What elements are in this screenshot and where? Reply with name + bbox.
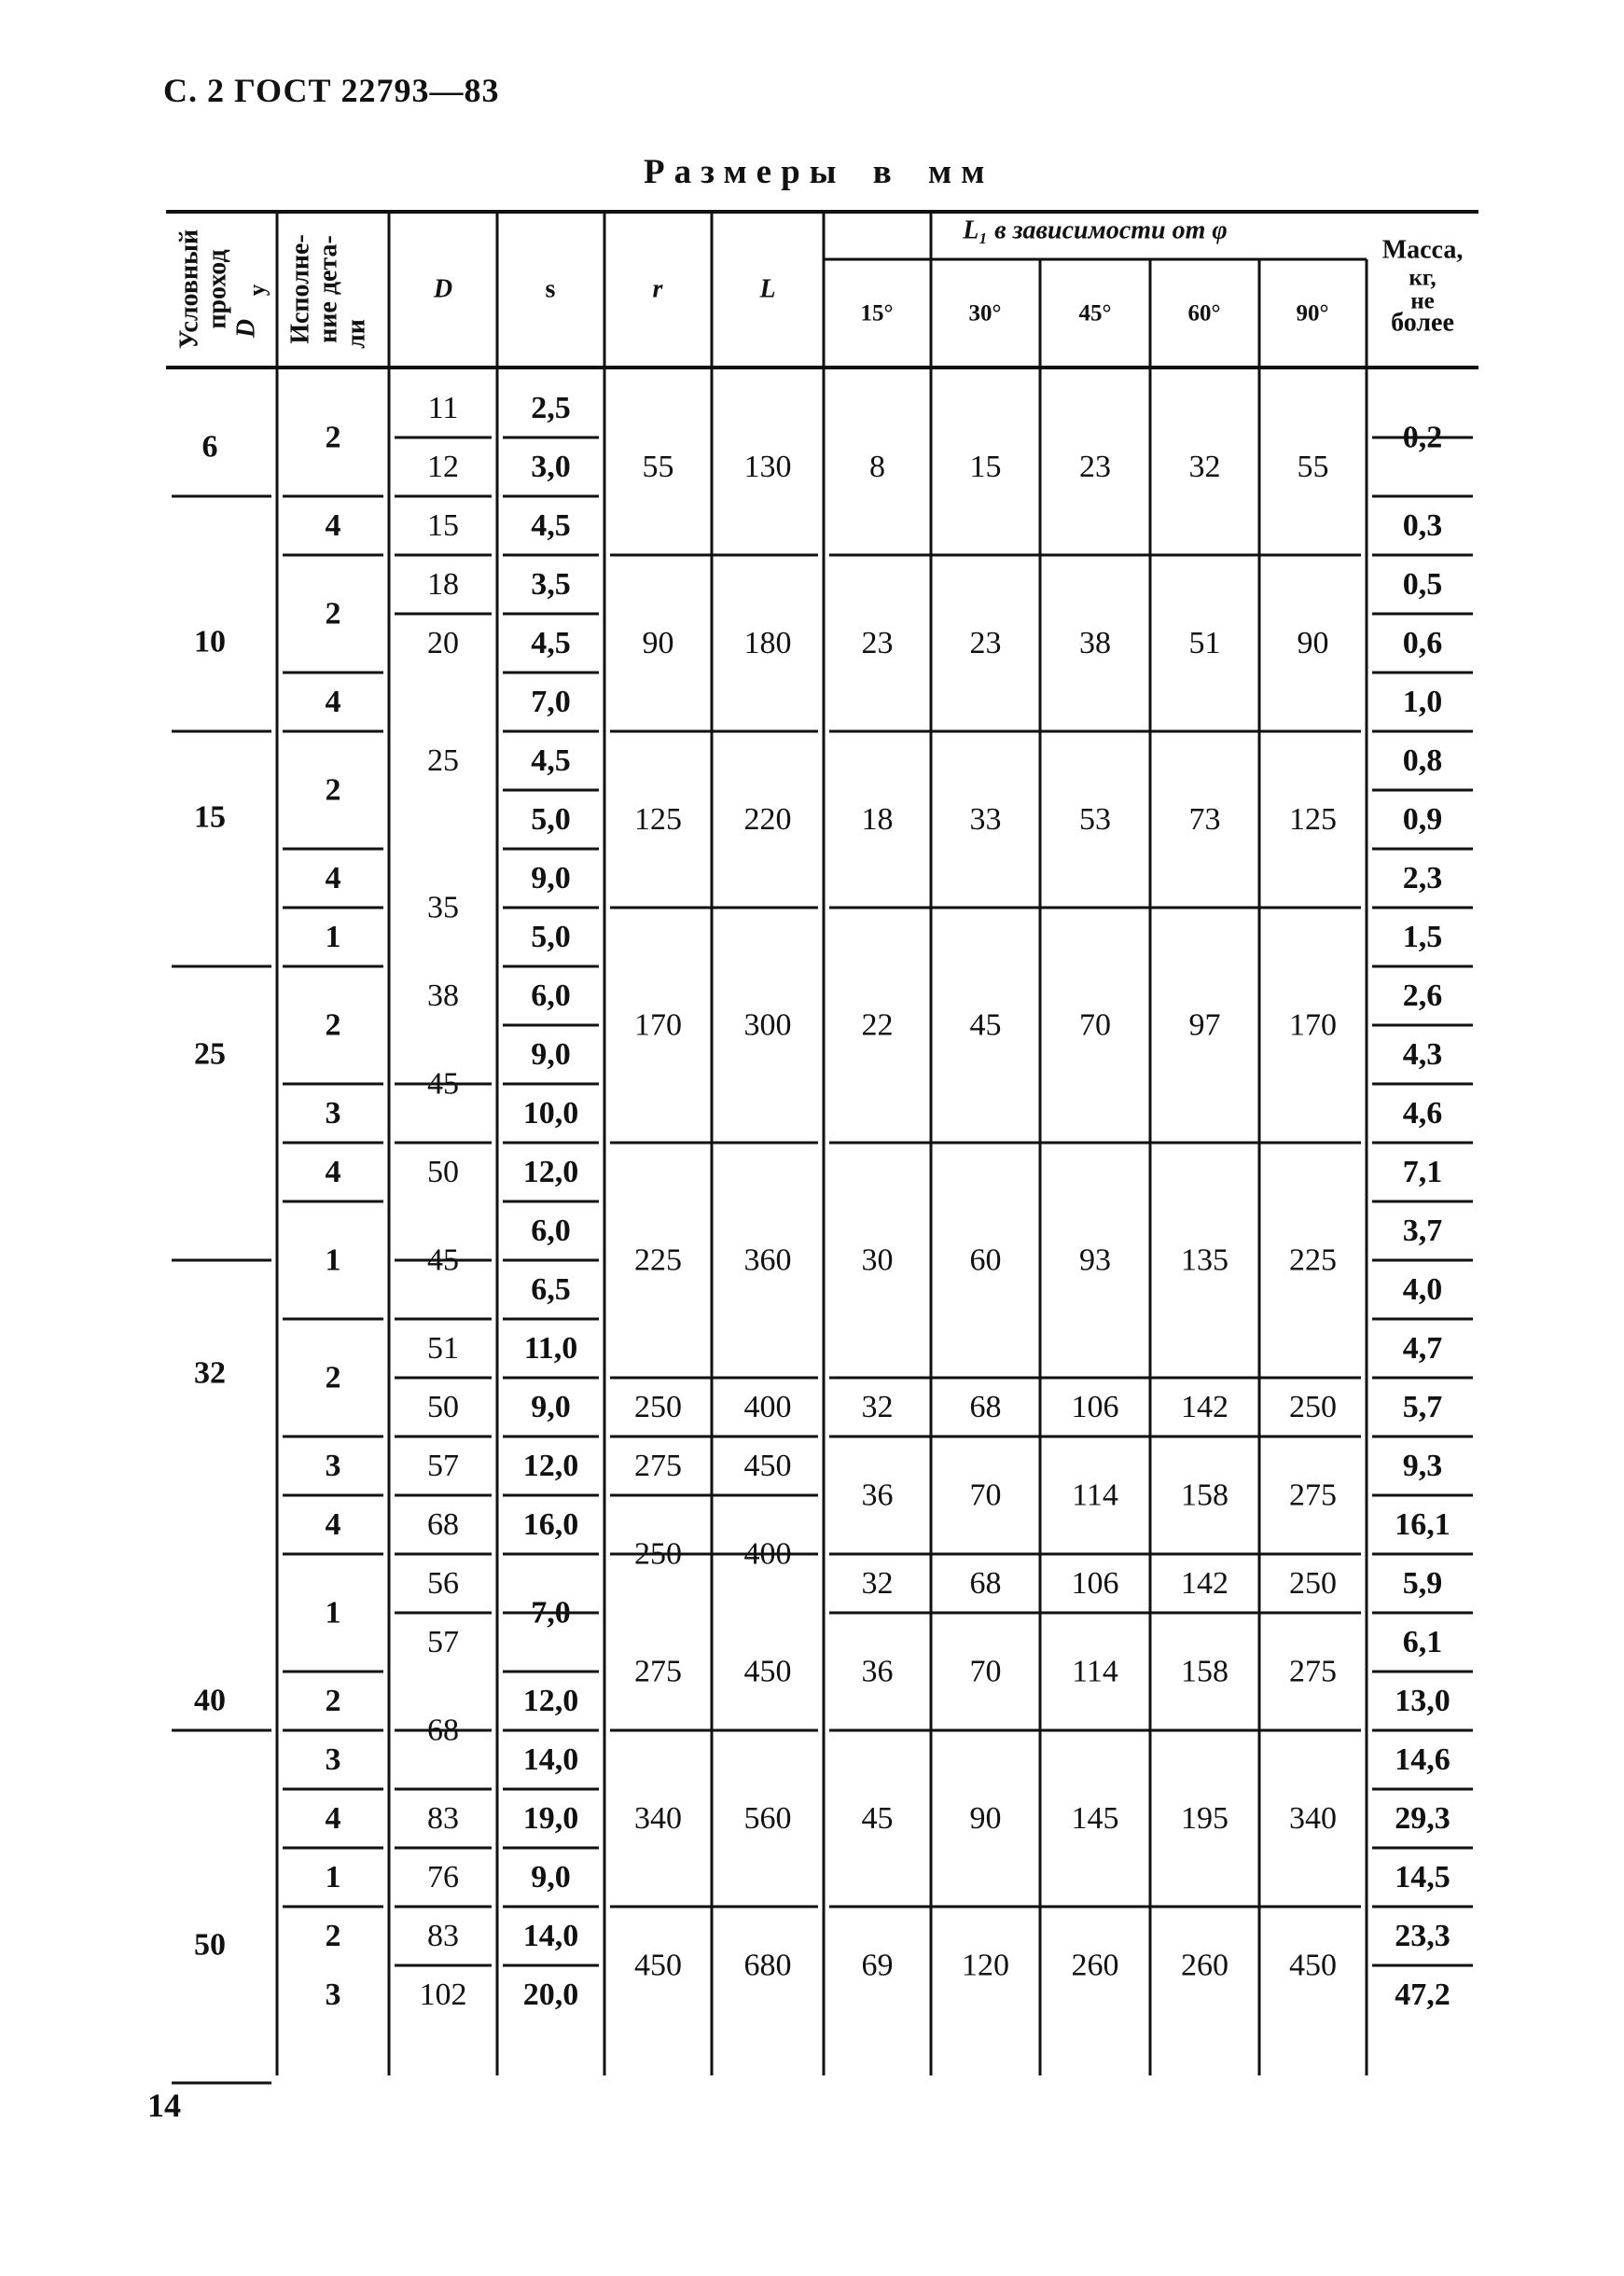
massa-value: 0,8	[1402, 743, 1443, 778]
l1-value: 69	[861, 1948, 894, 1983]
l1-value: 135	[1181, 1242, 1228, 1278]
D-value: 76	[427, 1860, 459, 1894]
table-grid	[166, 212, 1478, 2083]
L-value: 560	[743, 1801, 792, 1836]
l1-value: 170	[1289, 1007, 1337, 1043]
r-header: r	[652, 274, 663, 304]
l1-value: 93	[1079, 1242, 1111, 1278]
L-value: 450	[743, 1654, 792, 1689]
massa-value: 0,2	[1402, 420, 1443, 455]
ispolnenie-value: 4	[325, 1155, 341, 1189]
ispolnenie-header-line3: ли	[341, 319, 371, 349]
l1-value: 45	[861, 1801, 894, 1836]
l1-value: 275	[1289, 1654, 1337, 1689]
s-value: 5,0	[531, 920, 571, 954]
D-value: 45	[427, 1242, 459, 1278]
massa-value: 1,5	[1402, 920, 1443, 954]
l1-value: 106	[1071, 1390, 1119, 1424]
massa-value: 14,6	[1395, 1742, 1450, 1777]
l1-value: 55	[1297, 450, 1329, 484]
l1-value: 340	[1289, 1801, 1337, 1836]
r-value: 450	[634, 1948, 682, 1983]
s-value: 7,0	[531, 1595, 571, 1631]
l1-value: 120	[962, 1948, 1009, 1983]
s-value: 6,0	[531, 1214, 571, 1248]
dy-header-symbol: D	[231, 318, 261, 339]
s-header: s	[545, 274, 556, 304]
massa-value: 0,5	[1402, 567, 1443, 602]
D-value: 38	[427, 978, 459, 1013]
ispolnenie-value: 2	[325, 596, 341, 631]
l1-value: 70	[1079, 1007, 1111, 1043]
table-caption: Размеры в мм	[644, 153, 994, 191]
l1-value: 30	[861, 1242, 894, 1278]
s-value: 12,0	[522, 1449, 579, 1483]
D-value: 50	[427, 1155, 459, 1189]
massa-value: 4,3	[1402, 1037, 1443, 1072]
D-value: 15	[427, 508, 459, 543]
dy-value: 50	[194, 1927, 226, 1963]
ispolnenie-value: 4	[325, 1801, 341, 1836]
l1-value: 68	[969, 1390, 1002, 1424]
massa-value: 2,6	[1402, 978, 1443, 1013]
l1-value: 225	[1289, 1242, 1337, 1278]
l1-value: 53	[1079, 802, 1111, 837]
l1-value: 250	[1289, 1566, 1337, 1601]
l1-value: 70	[969, 1478, 1002, 1513]
massa-value: 9,3	[1402, 1449, 1443, 1483]
l1-value: 275	[1289, 1478, 1337, 1513]
l1-group-header: L₁ в зависимости от φ	[963, 215, 1228, 245]
massa-value: 5,9	[1402, 1566, 1443, 1601]
D-value: 56	[427, 1566, 459, 1601]
ispolnenie-value: 2	[325, 1684, 341, 1718]
ispolnenie-value: 3	[325, 1978, 341, 2012]
l1-value: 60	[969, 1242, 1002, 1278]
massa-value: 23,3	[1395, 1919, 1450, 1953]
l1-value: 68	[969, 1566, 1002, 1601]
s-value: 2,5	[531, 391, 571, 425]
ispolnenie-value: 3	[325, 1449, 341, 1483]
page-number: 14	[147, 2087, 181, 2124]
dy-header-line1: Условный	[174, 229, 204, 350]
massa-value: 3,7	[1402, 1214, 1443, 1248]
D-value: 45	[427, 1066, 459, 1102]
s-value: 16,0	[522, 1507, 579, 1542]
l1-value: 36	[861, 1478, 894, 1513]
l1-value: 90	[1297, 626, 1329, 660]
D-value: 35	[427, 890, 459, 925]
ispolnenie-value: 1	[325, 1595, 341, 1631]
massa-value: 13,0	[1395, 1684, 1450, 1718]
massa-value: 5,7	[1402, 1390, 1443, 1424]
massa-value: 29,3	[1395, 1801, 1450, 1836]
s-value: 14,0	[522, 1742, 579, 1777]
D-value: 20	[427, 626, 459, 660]
ispolnenie-value: 2	[325, 772, 341, 808]
l1-value: 23	[861, 626, 894, 660]
l1-value: 15	[969, 450, 1002, 484]
ispolnenie-value: 1	[325, 1242, 341, 1278]
massa-header-line2: кг,	[1409, 265, 1437, 291]
ispolnenie-value: 2	[325, 1919, 341, 1953]
l1-value: 97	[1188, 1007, 1221, 1043]
D-value: 51	[427, 1331, 459, 1366]
s-value: 12,0	[522, 1155, 579, 1189]
ispolnenie-value: 2	[325, 1007, 341, 1043]
l1-value: 23	[1079, 450, 1111, 484]
l1-value: 260	[1071, 1948, 1119, 1983]
ispolnenie-value: 4	[325, 1507, 341, 1542]
dy-value: 40	[194, 1683, 226, 1718]
l1-value: 23	[969, 626, 1002, 660]
D-value: 50	[427, 1390, 459, 1424]
massa-value: 7,1	[1402, 1155, 1443, 1189]
massa-value: 0,9	[1402, 802, 1443, 837]
dy-header-subscript: у	[244, 284, 271, 297]
l1-value: 158	[1181, 1478, 1228, 1513]
ispolnenie-value: 1	[325, 1860, 341, 1894]
ispolnenie-value: 4	[325, 685, 341, 719]
s-value: 14,0	[522, 1919, 579, 1953]
D-value: 12	[427, 450, 459, 484]
dy-value: 25	[194, 1036, 226, 1072]
s-value: 9,0	[531, 1860, 571, 1894]
l1-value: 22	[861, 1007, 894, 1043]
L-value: 220	[743, 802, 792, 837]
s-value: 12,0	[522, 1684, 579, 1718]
massa-value: 4,7	[1402, 1331, 1443, 1366]
ispolnenie-value: 4	[325, 861, 341, 895]
l1-value: 125	[1289, 802, 1337, 837]
s-value: 4,5	[531, 626, 571, 660]
s-value: 3,5	[531, 567, 571, 602]
s-value: 19,0	[522, 1801, 579, 1836]
D-value: 18	[427, 567, 459, 602]
l1-value: 260	[1181, 1948, 1228, 1983]
ispolnenie-header-line2: ние дета-	[313, 235, 343, 343]
l1-value: 145	[1071, 1801, 1119, 1836]
s-value: 11,0	[523, 1331, 578, 1366]
D-value: 68	[427, 1507, 459, 1542]
D-value: 57	[427, 1625, 459, 1659]
L-value: 360	[743, 1242, 792, 1278]
angle-header-3: 45°	[1078, 300, 1112, 326]
dy-value: 10	[194, 624, 226, 659]
l1-value: 36	[861, 1654, 894, 1689]
D-value: 57	[427, 1449, 459, 1483]
massa-value: 14,5	[1395, 1860, 1450, 1894]
s-value: 3,0	[531, 450, 571, 484]
s-value: 9,0	[531, 1390, 571, 1424]
r-value: 170	[634, 1007, 682, 1043]
angle-header-4: 60°	[1187, 300, 1221, 326]
l1-value: 32	[861, 1566, 894, 1601]
massa-value: 0,6	[1402, 626, 1443, 660]
ispolnenie-value: 1	[325, 920, 341, 954]
dy-value: 15	[194, 799, 226, 835]
r-value: 250	[634, 1536, 682, 1572]
L-value: 450	[743, 1449, 792, 1483]
l1-value: 114	[1072, 1478, 1118, 1513]
l1-value: 73	[1188, 802, 1221, 837]
r-value: 55	[642, 450, 674, 484]
L-value: 680	[743, 1948, 792, 1983]
ispolnenie-value: 3	[325, 1742, 341, 1777]
r-value: 340	[634, 1801, 682, 1836]
l1-value: 32	[861, 1390, 894, 1424]
s-value: 9,0	[531, 1037, 571, 1072]
l1-value: 90	[969, 1801, 1002, 1836]
s-value: 6,0	[531, 978, 571, 1013]
l1-value: 32	[1188, 450, 1221, 484]
r-value: 90	[642, 626, 674, 660]
l1-value: 158	[1181, 1654, 1228, 1689]
D-value: 25	[427, 743, 459, 778]
r-value: 250	[634, 1390, 682, 1424]
l1-value: 51	[1188, 626, 1221, 660]
massa-value: 6,1	[1402, 1625, 1443, 1659]
s-value: 6,5	[531, 1272, 571, 1307]
s-value: 4,5	[531, 508, 571, 543]
L-value: 300	[743, 1007, 792, 1043]
l1-value: 70	[969, 1654, 1002, 1689]
angle-header-2: 30°	[968, 300, 1002, 326]
massa-value: 1,0	[1402, 685, 1443, 719]
L-value: 130	[743, 450, 792, 484]
s-value: 7,0	[531, 685, 571, 719]
D-value: 102	[419, 1978, 467, 2012]
massa-header-line1: Масса,	[1381, 235, 1464, 265]
s-value: 5,0	[531, 802, 571, 837]
massa-value: 47,2	[1395, 1978, 1450, 2012]
s-value: 4,5	[531, 743, 571, 778]
l1-value: 8	[869, 450, 885, 484]
D-value: 11	[427, 391, 459, 425]
dy-value: 32	[194, 1355, 226, 1391]
l1-value: 450	[1289, 1948, 1337, 1983]
l1-value: 114	[1072, 1654, 1118, 1689]
massa-header-line3: не	[1410, 288, 1435, 314]
s-value: 20,0	[522, 1978, 579, 2012]
l1-value: 250	[1289, 1390, 1337, 1424]
massa-value: 2,3	[1402, 861, 1443, 895]
angle-header-1: 15°	[860, 300, 894, 326]
L-value: 180	[743, 626, 792, 660]
L-value: 400	[743, 1390, 792, 1424]
l1-value: 142	[1181, 1566, 1228, 1601]
l1-value: 38	[1079, 626, 1111, 660]
l1-value: 33	[969, 802, 1002, 837]
D-value: 83	[427, 1919, 459, 1953]
massa-value: 0,3	[1402, 508, 1443, 543]
r-value: 125	[634, 802, 682, 837]
page-header: С. 2 ГОСТ 22793—83	[163, 72, 500, 109]
massa-header-line4: более	[1391, 308, 1454, 338]
ispolnenie-value: 3	[325, 1096, 341, 1131]
ispolnenie-value: 4	[325, 508, 341, 543]
l1-value: 106	[1071, 1566, 1119, 1601]
s-value: 9,0	[531, 861, 571, 895]
s-value: 10,0	[522, 1096, 579, 1131]
dy-header-line2: проход	[202, 249, 232, 329]
massa-value: 16,1	[1395, 1507, 1450, 1542]
r-value: 225	[634, 1242, 682, 1278]
L-value: 400	[743, 1536, 792, 1572]
D-value: 83	[427, 1801, 459, 1836]
r-value: 275	[634, 1654, 682, 1689]
l1-value: 142	[1181, 1390, 1228, 1424]
dy-value: 6	[201, 429, 218, 465]
D-header: D	[433, 274, 453, 304]
r-value: 275	[634, 1449, 682, 1483]
l1-value: 195	[1181, 1801, 1228, 1836]
angle-header-5: 90°	[1296, 300, 1329, 326]
massa-value: 4,0	[1402, 1272, 1443, 1307]
ispolnenie-value: 2	[325, 420, 341, 455]
D-value: 68	[427, 1713, 459, 1748]
massa-value: 4,6	[1402, 1096, 1443, 1131]
ispolnenie-header-line1: Исполне-	[285, 234, 315, 344]
L-header: L	[759, 274, 776, 304]
l1-value: 45	[969, 1007, 1002, 1043]
ispolnenie-value: 2	[325, 1360, 341, 1395]
table-header	[175, 216, 1464, 350]
l1-value: 18	[861, 802, 894, 837]
